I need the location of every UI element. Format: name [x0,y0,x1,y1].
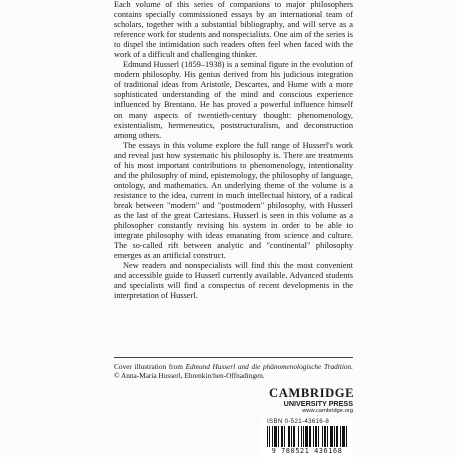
paragraph-husserl-bio: Edmund Husserl (1859–1938) is a seminal figure in the evolution of modern philosophy. His genius derived from his judicious integration of traditional ideas from Aristotle, Descartes, and Hume with a more sophisticated understanding of the mind and conscious experience influenced by Brentano. He has proved a powerful influence himself on many aspects of twentieth-century thought: phenomenology, existentialism, hermeneutics, poststructuralism, and deconstruction among others. [114,60,353,140]
caption-title: Edmund Husserl und die phänomenologische Tradition. [185,362,353,371]
isbn-label: ISBN 0-521-43616-8 [267,418,330,425]
publisher-website: www.cambridge.org [302,408,353,414]
publisher-subtitle: UNIVERSITY PRESS [283,399,353,408]
divider-rule [114,357,353,358]
caption-prefix: Cover illustration from [114,362,186,371]
paragraph-readers: New readers and nonspecialists will find this the most convenient and accessible guide to Husserl currently available. Advanced students and specialists will find a conspectus of recent developments in the interpretation of Husserl. [114,261,353,301]
barcode-digits: 9 780521 436168 [271,447,343,455]
barcode-icon [267,426,347,447]
cover-illustration-credit [114,362,353,380]
paragraph-essays: The essays in this volume explore the full range of Husserl's work and reveal just how systematic his philosophy is. There are treatments of his most important contributions to phenomenology, intentionality and the philosophy of mind, epistemology, the philosophy of language, ontology, and mathematics. An underlying theme of the volume is a resistance to the idea, current in much intellectual history, of a radical break between "modern" and "postmodern" philosophy, with Husserl as the last of the great Cartesians. Husserl is seen in this volume as a philosopher constantly revising his system in order to be able to integrate philosophy with ideas emanating from science and culture. The so-called rift between analytic and "continental" philosophy emerges as an artificial construct. [114,140,353,261]
publisher-imprint [269,387,353,415]
paragraph-series-intro: Each volume of this series of companions to major philosophers contains specially commissioned essays by an international team of scholars, together with a substantial bibliography, and will serve as a reference work for students and nonspecialists. One aim of the series is to dispel the intimidation such readers often feel when faced with the work of a difficult and challenging thinker. [114,0,353,60]
caption-suffix: © Anna-Maria Husserl, Ehrenkirchen-Offnadingen. [114,371,265,381]
blurb-text [114,0,353,301]
publisher-name: CAMBRIDGE [269,386,355,400]
barcode-area [261,418,353,457]
